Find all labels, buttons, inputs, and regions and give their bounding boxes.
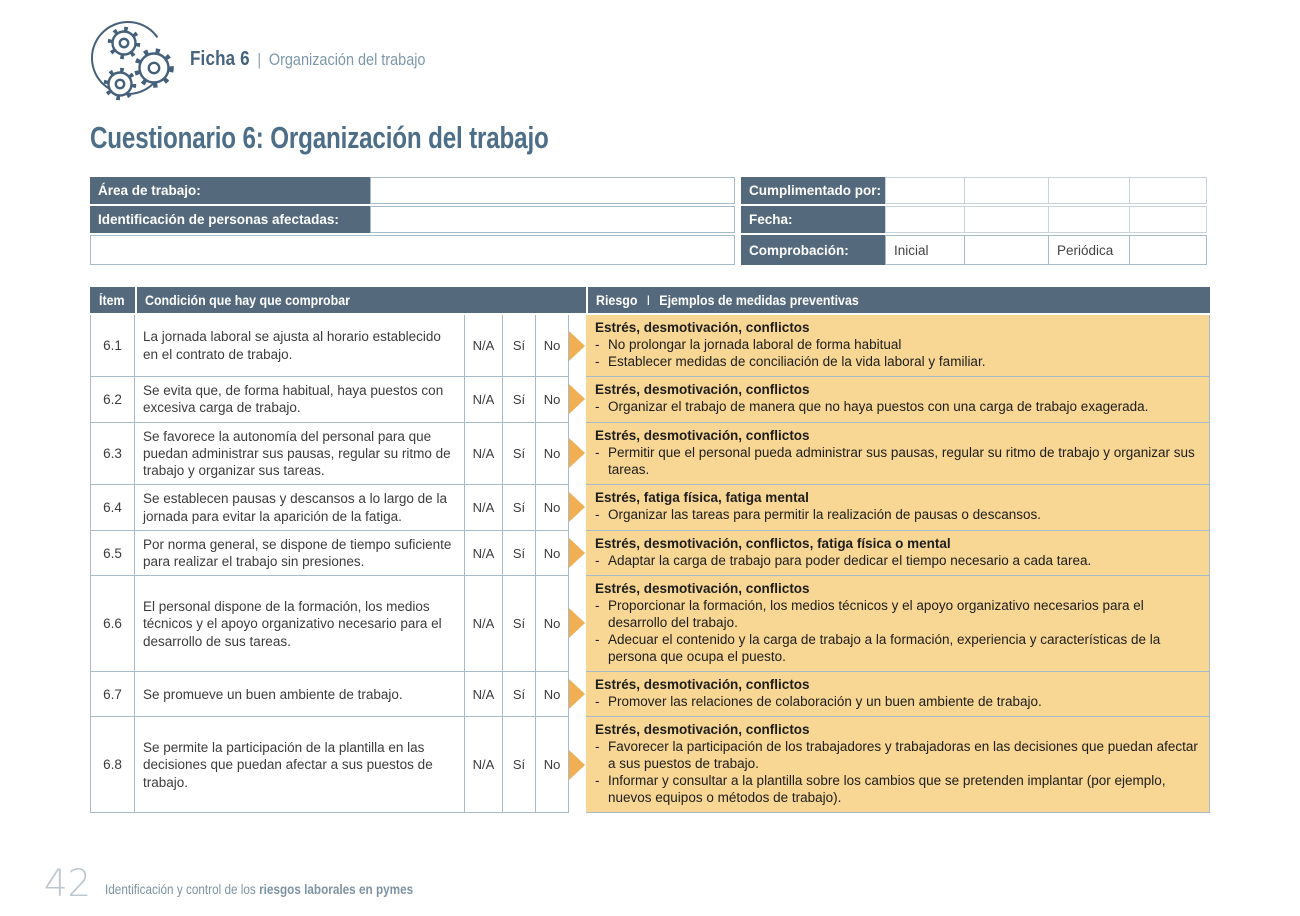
risk-cell xyxy=(586,671,1210,716)
si-cell[interactable]: Sí xyxy=(503,422,536,485)
na-cell[interactable]: N/A xyxy=(465,315,503,376)
arrow-gutter xyxy=(569,671,586,716)
table-row xyxy=(90,422,1210,485)
risk-title: Estrés, desmotivación, conflictos, fatiga física o mental xyxy=(595,535,951,551)
brand-divider: | xyxy=(257,49,262,69)
right-arrow-icon xyxy=(569,679,585,709)
footer-text: Identificación y control de los riesgos laborales en pymes xyxy=(105,882,414,897)
si-cell[interactable]: Sí xyxy=(503,376,536,422)
no-cell[interactable]: No xyxy=(536,716,569,813)
table-row xyxy=(90,575,1210,671)
right-arrow-icon xyxy=(569,384,585,414)
condition-text: Se promueve un buen ambiente de trabajo. xyxy=(135,671,465,716)
no-cell[interactable]: No xyxy=(536,376,569,422)
risk-column-header: Riesgo I Ejemplos de medidas preventivas xyxy=(586,287,1210,313)
inicial-checkbox-cell[interactable] xyxy=(964,235,1049,265)
fecha-label: Fecha: xyxy=(741,206,885,233)
area-label: Área de trabajo: xyxy=(90,177,370,204)
measure-item: - Adecuar el contenido y la carga de trabajo a la formación, experiencia y características de la persona que ocupa el puesto. xyxy=(595,632,1161,665)
measure-item: - Permitir que el personal pueda administrar sus pausas, regular su ritmo de trabajo y organizar sus tareas. xyxy=(595,444,1195,477)
na-cell[interactable]: N/A xyxy=(465,376,503,422)
table-body xyxy=(90,315,1210,813)
right-arrow-icon xyxy=(569,538,585,568)
measure-item: - Proporcionar la formación, los medios técnicos y el apoyo organizativo necesarios para el desarrollo del trabajo. xyxy=(595,598,1144,631)
arrow-gutter xyxy=(569,530,586,576)
notes-input[interactable] xyxy=(90,235,735,265)
arrow-gutter xyxy=(569,716,586,813)
fecha-input[interactable] xyxy=(885,206,1210,233)
condition-column-header: Condición que hay que comprobar xyxy=(135,287,586,313)
right-arrow-icon xyxy=(569,331,585,361)
si-cell[interactable]: Sí xyxy=(503,716,536,813)
table-row xyxy=(90,671,1210,716)
measure-item: - Establecer medidas de conciliación de la vida laboral y familiar. xyxy=(595,354,986,369)
comprobacion-label: Comprobación: xyxy=(741,235,885,265)
page-number: 42 xyxy=(44,862,92,905)
risk-cell xyxy=(586,376,1210,422)
item-number: 6.7 xyxy=(90,671,135,716)
item-number: 6.1 xyxy=(90,315,135,376)
risk-cell xyxy=(586,716,1210,813)
risk-cell xyxy=(586,422,1210,485)
no-cell[interactable]: No xyxy=(536,671,569,716)
risk-cell xyxy=(586,315,1210,376)
inicial-label: Inicial xyxy=(885,235,965,265)
brand-header xyxy=(90,0,1210,100)
arrow-gutter xyxy=(569,376,586,422)
table-row xyxy=(90,376,1210,422)
table-row xyxy=(90,315,1210,376)
measure-item: - Favorecer la participación de los trabajadores y trabajadoras en las decisiones que puedan afectar a sus puestos de trabajo. xyxy=(595,739,1198,772)
na-cell[interactable]: N/A xyxy=(465,575,503,671)
checklist-table xyxy=(90,287,1210,813)
measure-item: - Informar y consultar a la plantilla sobre los cambios que se pretenden implantar (por ejemplo, nuevos equipos o métodos de trabajo). xyxy=(595,773,1166,806)
info-form xyxy=(90,177,1210,265)
right-arrow-icon xyxy=(569,492,585,522)
condition-text: Se favorece la autonomía del personal para que puedan administrar sus pausas, regular su ritmo de trabajo y organizar sus tareas. xyxy=(135,422,465,485)
si-cell[interactable]: Sí xyxy=(503,671,536,716)
form-row xyxy=(90,235,1210,265)
item-number: 6.6 xyxy=(90,575,135,671)
risk-title: Estrés, fatiga física, fatiga mental xyxy=(595,490,809,506)
item-number: 6.3 xyxy=(90,422,135,485)
condition-text: El personal dispone de la formación, los medios técnicos y el apoyo organizativo necesario para el desarrollo de sus tareas. xyxy=(135,575,465,671)
arrow-gutter xyxy=(569,484,586,530)
arrow-gutter xyxy=(569,575,586,671)
personas-input[interactable] xyxy=(370,206,735,233)
si-cell[interactable]: Sí xyxy=(503,575,536,671)
si-cell[interactable]: Sí xyxy=(503,315,536,376)
risk-title: Estrés, desmotivación, conflictos xyxy=(595,382,810,397)
risk-title: Estrés, desmotivación, conflictos xyxy=(595,581,810,597)
risk-title: Estrés, desmotivación, conflictos xyxy=(595,320,810,335)
cumplimentado-input[interactable] xyxy=(885,177,1210,204)
risk-cell xyxy=(586,484,1210,530)
na-cell[interactable]: N/A xyxy=(465,422,503,485)
si-cell[interactable]: Sí xyxy=(503,530,536,576)
measure-item: - Organizar las tareas para permitir la realización de pausas o descansos. xyxy=(595,507,1041,523)
condition-text: La jornada laboral se ajusta al horario establecido en el contrato de trabajo. xyxy=(135,315,465,376)
no-cell[interactable]: No xyxy=(536,422,569,485)
ficha-subtitle: Organización del trabajo xyxy=(268,49,426,69)
right-arrow-icon xyxy=(569,750,585,780)
measure-item: - Promover las relaciones de colaboración y un buen ambiente de trabajo. xyxy=(595,694,1042,710)
measure-item: - No prolongar la jornada laboral de forma habitual xyxy=(595,337,902,352)
risk-title: Estrés, desmotivación, conflictos xyxy=(595,722,810,738)
risk-title: Estrés, desmotivación, conflictos xyxy=(595,427,810,443)
item-number: 6.5 xyxy=(90,530,135,576)
table-row xyxy=(90,484,1210,530)
arrow-gutter xyxy=(569,315,586,376)
personas-label: Identificación de personas afectadas: xyxy=(90,206,370,233)
cumplimentado-label: Cumplimentado por: xyxy=(741,177,885,204)
condition-text: Se evita que, de forma habitual, haya puestos con excesiva carga de trabajo. xyxy=(135,376,465,422)
form-row xyxy=(90,177,1210,204)
no-cell[interactable]: No xyxy=(536,530,569,576)
ficha-label: Ficha 6 xyxy=(190,47,250,70)
measure-item: - Organizar el trabajo de manera que no haya puestos con una carga de trabajo exagerada. xyxy=(595,399,1149,414)
risk-cell xyxy=(586,530,1210,576)
table-row xyxy=(90,530,1210,576)
gears-logo-icon xyxy=(90,16,178,102)
risk-title: Estrés, desmotivación, conflictos xyxy=(595,677,810,693)
na-cell[interactable]: N/A xyxy=(465,671,503,716)
item-number: 6.8 xyxy=(90,716,135,813)
periodica-checkbox-cell[interactable] xyxy=(1129,235,1207,265)
page-title: Cuestionario 6: Organización del trabajo xyxy=(90,120,549,155)
measure-item: - Adaptar la carga de trabajo para poder dedicar el tiempo necesario a cada tarea. xyxy=(595,552,1092,568)
na-cell[interactable]: N/A xyxy=(465,484,503,530)
na-cell[interactable]: N/A xyxy=(465,530,503,576)
item-number: 6.4 xyxy=(90,484,135,530)
item-column-header: Ítem xyxy=(98,292,125,308)
area-input[interactable] xyxy=(370,177,735,204)
right-arrow-icon xyxy=(569,438,585,468)
na-cell[interactable]: N/A xyxy=(465,716,503,813)
table-row xyxy=(90,716,1210,813)
table-header xyxy=(90,287,1210,313)
item-number: 6.2 xyxy=(90,376,135,422)
right-arrow-icon xyxy=(569,608,585,638)
arrow-gutter xyxy=(569,422,586,485)
periodica-label: Periódica xyxy=(1048,235,1130,265)
no-cell[interactable]: No xyxy=(536,575,569,671)
no-cell[interactable]: No xyxy=(536,484,569,530)
condition-text: Se permite la participación de la plantilla en las decisiones que puedan afectar a sus puestos de trabajo. xyxy=(135,716,465,813)
page-footer xyxy=(44,862,459,905)
si-cell[interactable]: Sí xyxy=(503,484,536,530)
risk-cell xyxy=(586,575,1210,671)
condition-text: Por norma general, se dispone de tiempo suficiente para realizar el trabajo sin presiones. xyxy=(135,530,465,576)
form-row xyxy=(90,206,1210,233)
condition-text: Se establecen pausas y descansos a lo largo de la jornada para evitar la aparición de la fatiga. xyxy=(135,484,465,530)
no-cell[interactable]: No xyxy=(536,315,569,376)
